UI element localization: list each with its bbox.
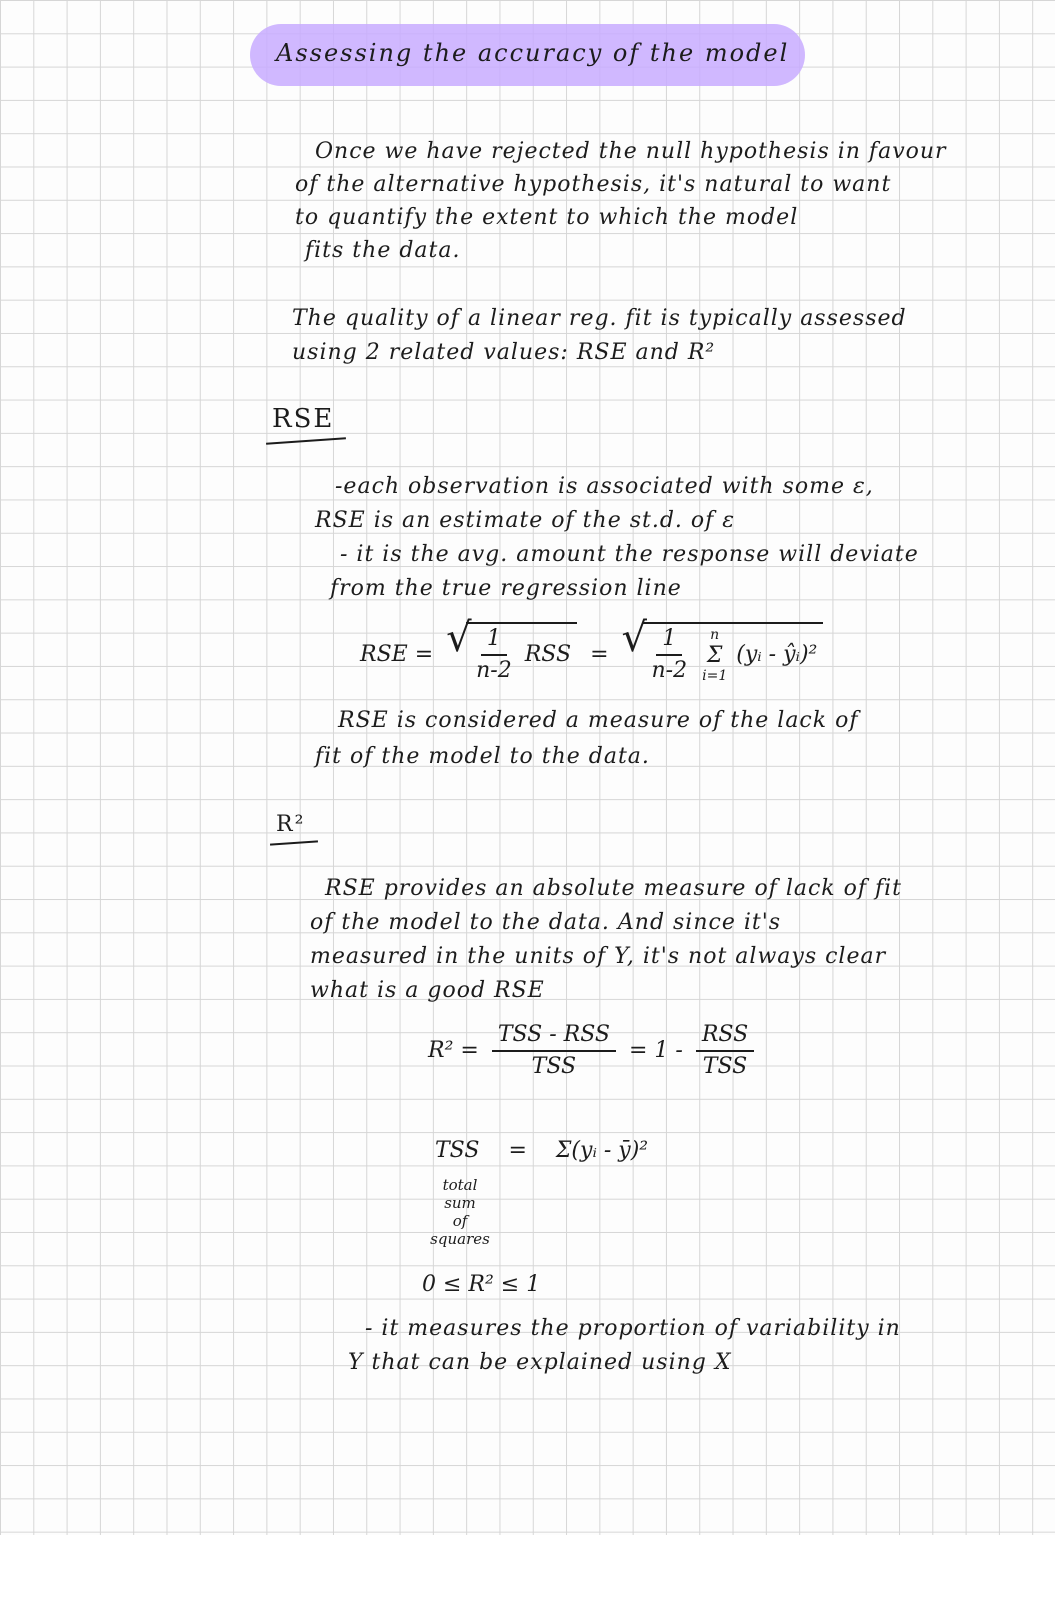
tss-note-3: of (452, 1212, 468, 1230)
rse-frac-2-den: n-2 (651, 658, 688, 683)
rse-frac-1 (476, 626, 512, 684)
tss-annotation (420, 1176, 500, 1248)
tss-note-2: sum (444, 1194, 476, 1212)
rse-sum-bottom: i=1 (702, 667, 728, 684)
r2-line-1: RSE provides an absolute measure of lack of fit (325, 876, 903, 901)
rse-sqrt-1 (466, 622, 577, 684)
rse-frac-2 (652, 626, 688, 684)
r2-line-2: of the model to the data. And since it's (310, 910, 782, 935)
rse-heading-underline (266, 437, 346, 445)
rse-formula (360, 622, 823, 684)
rse-sum-symbol: Σ (706, 642, 723, 668)
r2-line-3: measured in the units of Y, it's not always clear (310, 944, 887, 969)
quality-line-1: The quality of a linear reg. fit is typically assessed (292, 306, 907, 331)
r2-frac-2-num: RSS (696, 1022, 754, 1052)
rse-sqrt-2 (642, 622, 824, 684)
r2-end-line-2: Y that can be explained using X (348, 1350, 732, 1375)
rse-after-line-2: fit of the model to the data. (315, 744, 650, 769)
tss-formula (435, 1138, 648, 1163)
r2-formula-mid: = 1 - (628, 1038, 683, 1063)
tss-note-4: squares (430, 1230, 490, 1248)
page-title: Assessing the accuracy of the model (276, 39, 790, 67)
rse-heading: RSE (272, 404, 335, 434)
rse-formula-lhs: RSE = (360, 642, 434, 667)
tss-rhs: Σ(yᵢ - ȳ)² (555, 1138, 649, 1163)
r2-end-line-1: - it measures the proportion of variability in (365, 1316, 901, 1341)
r2-frac-2 (696, 1022, 754, 1080)
r2-range: 0 ≤ R² ≤ 1 (422, 1272, 541, 1297)
rse-frac-2-num: √ 1 (656, 626, 682, 656)
r2-frac-1-den: TSS (531, 1054, 577, 1079)
rse-line-3: - it is the avg. amount the response will deviate (340, 542, 919, 567)
rse-line-2: RSE is an estimate of the st.d. of ε (315, 508, 736, 533)
rse-sum-term: (yᵢ - ŷᵢ)² (736, 642, 818, 667)
rse-line-1: -each observation is associated with some ε, (335, 474, 874, 499)
rse-line-4: from the true regression line (330, 576, 682, 601)
tss-note-1: total (442, 1176, 478, 1194)
tss-lhs: TSS (435, 1138, 480, 1163)
rse-sum-top: n (710, 626, 720, 643)
rse-rss: RSS (524, 642, 572, 667)
intro-line-1: Once we have rejected the null hypothesis in favour (315, 139, 947, 164)
quality-line-2: using 2 related values: RSE and R² (292, 340, 716, 365)
intro-line-3: to quantify the extent to which the model (295, 205, 799, 230)
rse-formula-eq: = (590, 642, 609, 667)
rse-frac-1-num: √ 1 (481, 626, 507, 656)
intro-line-2: of the alternative hypothesis, it's natural to want (295, 172, 892, 197)
r2-frac-1 (492, 1022, 616, 1080)
r2-frac-1-num: TSS - RSS (492, 1022, 616, 1052)
r2-formula (428, 1022, 760, 1080)
rse-after-line-1: RSE is considered a measure of the lack of (338, 708, 859, 733)
rse-frac-1-den: n-2 (476, 658, 512, 683)
r2-frac-2-den: TSS (702, 1054, 748, 1079)
r2-formula-lhs: R² = (428, 1038, 479, 1063)
rse-sum (702, 627, 727, 684)
title-banner (250, 18, 805, 90)
tss-eq: = (508, 1138, 527, 1163)
intro-line-4: fits the data. (305, 238, 461, 263)
r2-line-4: what is a good RSE (310, 978, 545, 1003)
r2-heading: R² (276, 812, 306, 837)
